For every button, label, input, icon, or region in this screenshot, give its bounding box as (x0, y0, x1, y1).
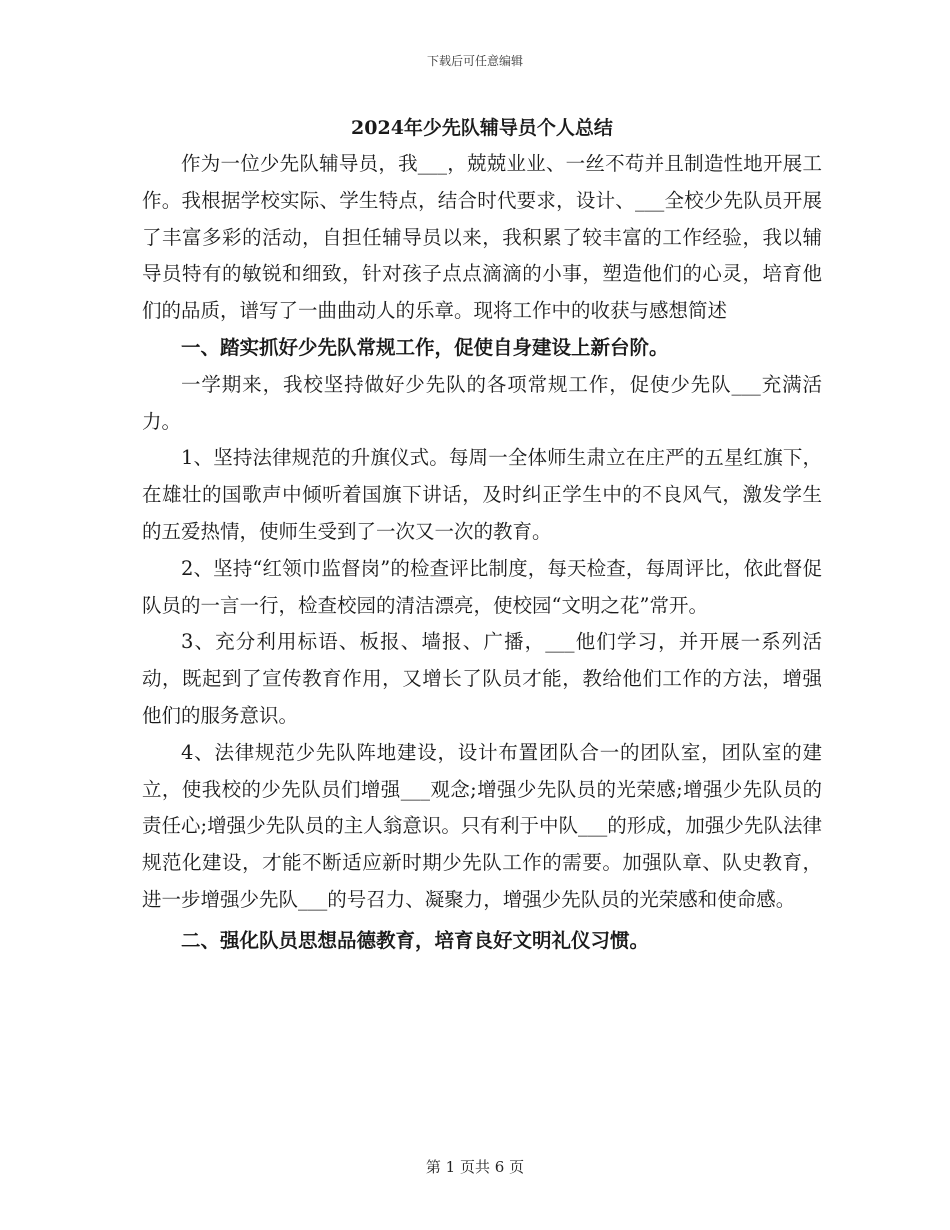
section-heading-2: 二、强化队员思想品德教育，培育良好文明礼仪习惯。 (181, 928, 650, 952)
intro-paragraph: 作为一位少先队辅导员，我___，兢兢业业、一丝不苟并且制造性地开展工作。我根据学校实际、学生特点，结合时代要求，设计、___全校少先队员开展了丰富多彩的活动，自担任辅导员以来，我积累了较丰富的工作经验，我以辅导员特有的敏锐和细致，针对孩子点点滴滴的小事，塑造他们的心灵，培育他们的品质，谱写了一曲曲动人的乐章。现将工作中的收获与感想简述 (142, 152, 822, 323)
document-title: 2024年少先队辅导员个人总结 (351, 117, 613, 139)
section-heading-1: 一、踏实抓好少先队常规工作，促使自身建设上新台阶。 (181, 335, 669, 359)
item-2-paragraph: 2、坚持“红领巾监督岗”的检查评比制度，每天检查，每周评比，依此督促队员的一言一行，检查校园的清洁漂亮，使校园“文明之花”常开。 (142, 556, 822, 617)
page-header-note: 下载后可任意编辑 (426, 54, 523, 68)
item-3-paragraph: 3、充分利用标语、板报、墙报、广播，___他们学习，并开展一系列活动，既起到了宣传教育作用，又增长了队员才能，教给他们工作的方法，增强他们的服务意识。 (142, 630, 822, 727)
section-1-intro-paragraph: 一学期来，我校坚持做好少先队的各项常规工作，促使少先队___充满活力。 (142, 372, 822, 433)
page-footer-number: 第 1 页共 6 页 (425, 1158, 525, 1176)
item-4-paragraph: 4、法律规范少先队阵地建设，设计布置团队合一的团队室，团队室的建立，使我校的少先队员们增强___观念;增强少先队员的光荣感;增强少先队员的责任心;增强少先队员的主人翁意识。只有利于中队___的形成，加强少先队法律规范化建设，才能不断适应新时期少先队工作的需要。加强队章、队史教育，进一步增强少先队___的号召力、凝聚力，增强少先队员的光荣感和使命感。 (142, 740, 822, 911)
item-1-paragraph: 1、坚持法律规范的升旗仪式。每周一全体师生肃立在庄严的五星红旗下，在雄壮的国歌声中倾听着国旗下讲话，及时纠正学生中的不良风气，激发学生的五爱热情，使师生受到了一次又一次的教育。 (142, 446, 822, 543)
document-body (142, 112, 822, 960)
